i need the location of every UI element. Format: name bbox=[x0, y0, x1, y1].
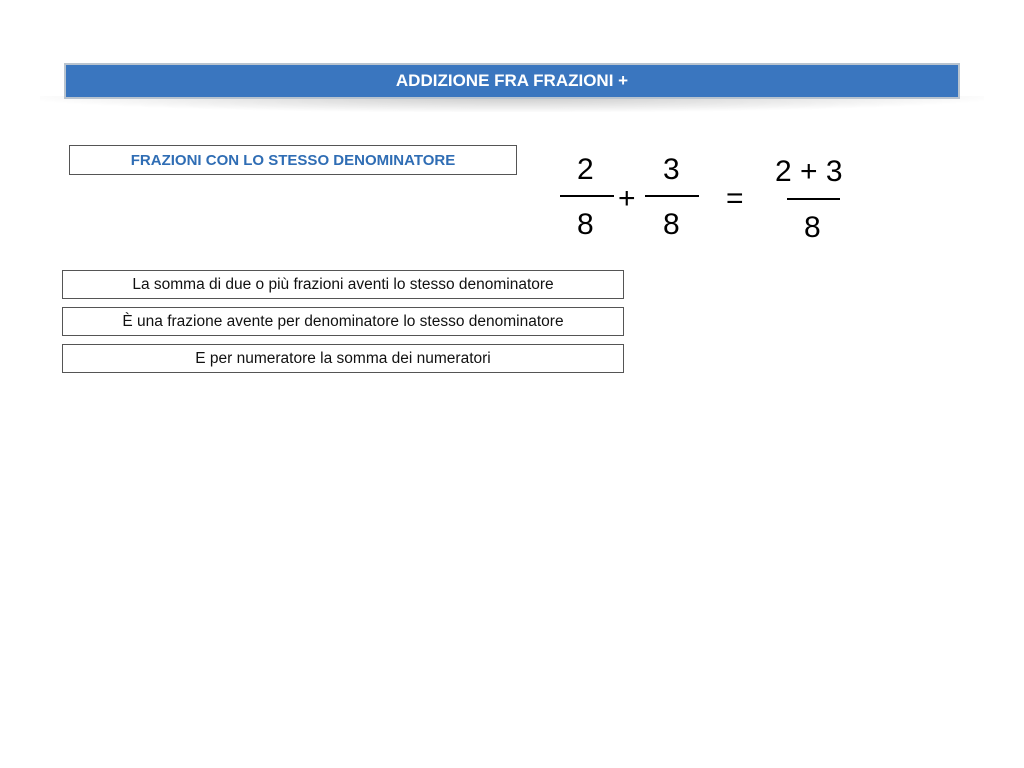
fraction1-denominator: 8 bbox=[577, 208, 594, 241]
rule-box-3 bbox=[62, 344, 624, 373]
fraction1-bar bbox=[560, 195, 614, 197]
fraction1-numerator: 2 bbox=[577, 153, 594, 186]
rule-box-2 bbox=[62, 307, 624, 336]
result-bar bbox=[787, 198, 840, 200]
fraction2-bar bbox=[645, 195, 699, 197]
result-numerator: 2 + 3 bbox=[775, 155, 843, 188]
title-bar bbox=[64, 63, 960, 99]
equals-sign: = bbox=[726, 182, 744, 215]
fraction2-denominator: 8 bbox=[663, 208, 680, 241]
result-denominator: 8 bbox=[804, 211, 821, 244]
rule-box-1 bbox=[62, 270, 624, 299]
subtitle-text: FRAZIONI CON LO STESSO DENOMINATORE bbox=[130, 151, 456, 169]
page-title: ADDIZIONE FRA FRAZIONI + bbox=[395, 71, 629, 90]
fraction2-numerator: 3 bbox=[663, 153, 680, 186]
plus-sign: + bbox=[618, 182, 636, 215]
rule-text-1: La somma di due o più frazioni aventi lo stesso denominatore bbox=[132, 275, 554, 293]
rule-text-3: E per numeratore la somma dei numeratori bbox=[195, 349, 491, 367]
subtitle-box bbox=[69, 145, 517, 175]
rule-text-2: È una frazione avente per denominatore lo stesso denominatore bbox=[122, 312, 564, 330]
